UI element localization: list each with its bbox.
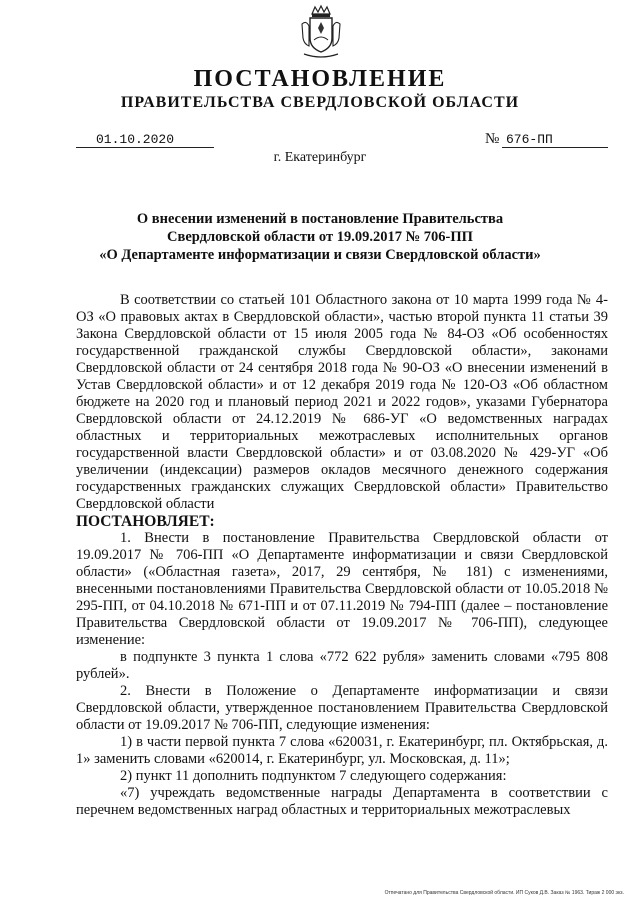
heading-line: Свердловской области от 19.09.2017 № 706-ПП (167, 229, 473, 245)
document-date: 01.10.2020 (76, 132, 214, 148)
body-paragraph: «7) учреждать ведомственные награды Департамента в соответствии с перечнем ведомственных наград областных и территориальных межотраслевых (76, 785, 608, 818)
heading-line: «О Департаменте информатизации и связи Свердловской области» (99, 247, 541, 263)
document-number: 676-ПП (502, 132, 608, 148)
body-paragraph: 1) в части первой пункта 7 слова «620031, г. Екатеринбург, пл. Октябрьская, д. 1» заменить словами «620014, г. Екатеринбург, ул. Московская, д. 11»; (76, 734, 608, 767)
document-heading (60, 210, 580, 264)
number-label: № (485, 131, 500, 147)
print-footer: Отпечатано для Правительства Свердловской области. ИП Суков Д.В. Заказ № 1963. Тираж 2 000 экз. (384, 890, 624, 896)
body-paragraph: 2) пункт 11 дополнить подпунктом 7 следующего содержания: (120, 768, 507, 784)
city: г. Екатеринбург (273, 150, 367, 165)
preamble-paragraph: В соответствии со статьей 101 Областного закона от 10 марта 1999 года № 4-ОЗ «О правовых актах в Свердловской области», частью второй пункта 11 статьи 39 Закона Свердловской области от 15 июля 2005 года № 84-ОЗ «Об особенностях государственной гражданской службы Свердловской области», законами Свердловской области от 24 сентября 2018 года № 90-ОЗ «О внесении изменений в Устав Свердловской области» и от 12 декабря 2019 года № 120-ОЗ «Об областном бюджете на 2020 год и плановый период 2021 и 2022 годов», указами Губернатора Свердловской области от 24.12.2019 № 686-УГ «О ведомственных наградах областных и территориальных межотраслевых исполнительных органов государственной власти Свердловской области» и от 03.08.2020 № 429-УГ «Об увеличении (индексации) размеров окладов месячного денежного содержания государственных гражданских служащих Свердловской области» Правительство Свердловской области (76, 292, 608, 512)
body-paragraph: 2. Внести в Положение о Департаменте информатизации и связи Свердловской области, утвержденное постановлением Правительства Свердловской области от 19.09.2017 № 706-ПП, следующие изменения: (76, 683, 608, 733)
document-body (76, 292, 608, 819)
decree-word: ПОСТАНОВЛЯЕТ: (76, 513, 215, 530)
document-title: ПОСТАНОВЛЕНИЕ (193, 66, 447, 92)
body-paragraph: 1. Внести в постановление Правительства Свердловской области от 19.09.2017 № 706-ПП «О Департаменте информатизации и связи Свердловской области» («Областная газета», 2017, 29 сентября, № 181) с изменениями, внесенными постановлениями Правительства Свердловской области от 10.05.2018 № 295-ПП, от 04.10.2018 № 671-ПП и от 07.11.2019 № 794-ПП (далее – постановление Правительства Свердловской области от 19.09.2017 № 706-ПП), следующее изменение: (76, 530, 608, 648)
document-subtitle: ПРАВИТЕЛЬСТВА СВЕРДЛОВСКОЙ ОБЛАСТИ (120, 94, 520, 111)
body-paragraph: в подпункте 3 пункта 1 слова «772 622 рубля» заменить словами «795 808 рублей». (76, 649, 608, 682)
heading-line: О внесении изменений в постановление Правительства (136, 211, 504, 227)
coat-of-arms-emblem (298, 4, 344, 60)
